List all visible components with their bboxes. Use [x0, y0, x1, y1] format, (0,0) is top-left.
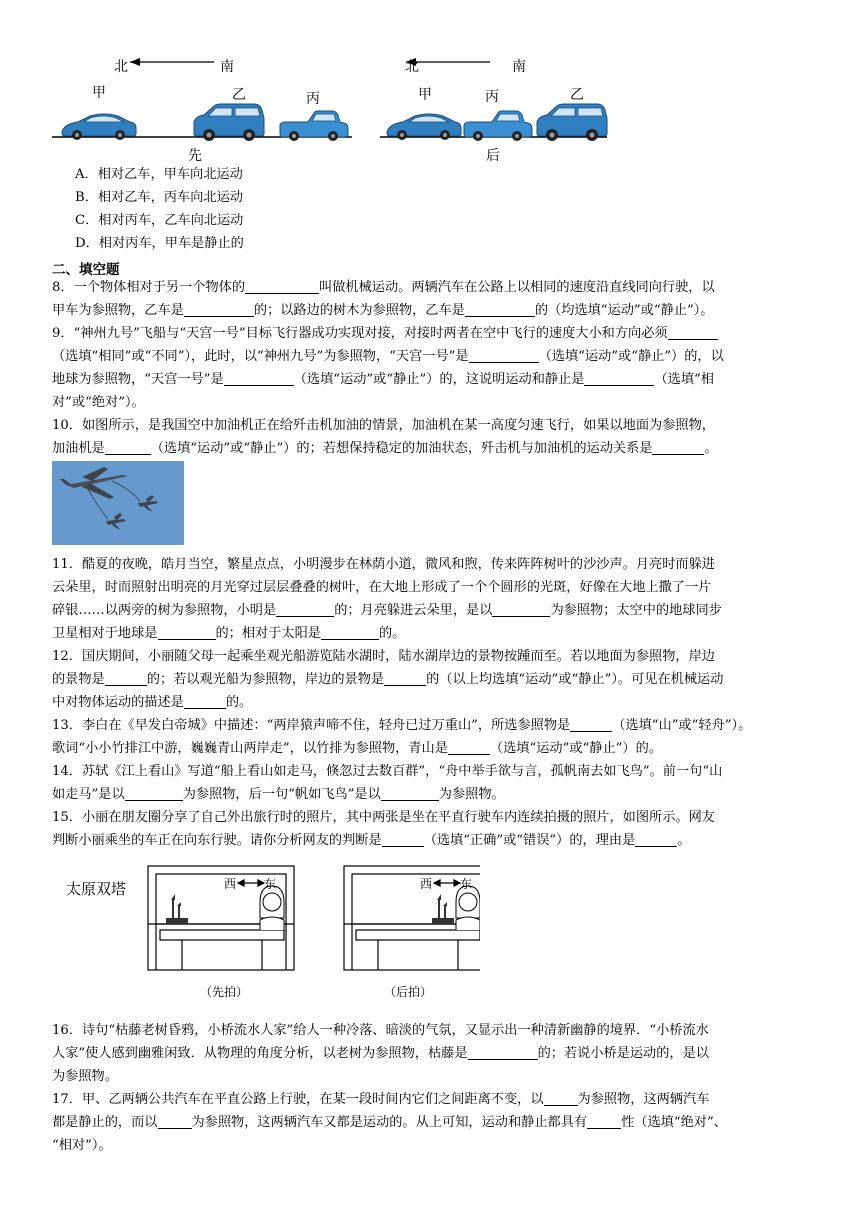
q8-blank-2[interactable]	[184, 302, 254, 317]
q11-blank-2[interactable]	[492, 602, 550, 617]
q9-blank-4[interactable]	[584, 371, 654, 386]
q14-blank-1[interactable]	[125, 786, 183, 801]
photo1-west-label: 西	[224, 877, 237, 891]
q9-blank-1[interactable]	[668, 325, 718, 340]
question-10: 10．如图所示，是我国空中加油机正在给歼击机加油的情景，加油机在某一高度匀速飞行，如果以地面为参照物， 加油机是 （选填“运动”或“静止”）的；若想保持稳定的加油状态，歼击机与加油机的运动关系是 。	[52, 418, 718, 456]
twin-towers-tag: 太原双塔	[66, 880, 127, 898]
left-north-label: 北	[114, 59, 128, 75]
q12-blank-2[interactable]	[384, 671, 426, 686]
q17-blank-1[interactable]	[544, 1091, 578, 1106]
q10-blank-1[interactable]	[105, 440, 151, 455]
question-15: 15．小丽在朋友圈分享了自己外出旅行时的照片，其中两张是坐在平直行驶车内连续拍摄的照片，如图所示。网友 判断小丽乘坐的车正在向东行驶。请你分析网友的判断是 （选填“正确”或“错误”）的，理由是 。	[52, 810, 715, 848]
left-car-c-label: 丙	[306, 91, 320, 107]
question-8: 8．一个物体相对于另一个物体的 叫做机械运动。两辆汽车在公路上以相同的速度沿直线同向行驶，以 甲车为参照物，乙车是 的；以路边的树木为参照物，乙车是 的（均选填“运动”或“静止”）。	[52, 280, 715, 318]
left-car-a-label: 甲	[92, 85, 106, 101]
photo2-east-label: 东	[460, 877, 473, 891]
right-north-label: 北	[405, 59, 419, 75]
photo2-west-label: 西	[420, 877, 433, 891]
q15-blank-1[interactable]	[382, 832, 424, 847]
question-12: 12．国庆期间，小丽随父母一起乘坐观光船游览陆水湖时，陆水湖岸边的景物按踵而至。若以地面为参照物，岸边 的景物是 的；若以观光船为参照物，岸边的景物是 的（以上均选填“运动”或“静止”）。可见在机械运动 中对物体运动的描述是 的。	[52, 649, 724, 710]
q13-blank-2[interactable]	[448, 740, 490, 755]
car-jia-right	[387, 114, 461, 140]
car-yi-right	[537, 104, 607, 141]
car-bing-right	[464, 111, 532, 141]
left-car-b-label: 乙	[232, 87, 246, 103]
q17-blank-3[interactable]	[587, 1114, 621, 1129]
q13-blank-1[interactable]	[570, 717, 612, 732]
car-jia-left	[62, 114, 136, 140]
q9-blank-3[interactable]	[224, 371, 294, 386]
q7-option-a: A．相对乙车，甲车向北运动	[75, 167, 243, 182]
q9-blank-2[interactable]	[469, 348, 539, 363]
photo1-east-label: 东	[264, 877, 277, 891]
q14-blank-2[interactable]	[381, 786, 439, 801]
q7-option-b: B．相对乙车，丙车向北运动	[75, 190, 243, 205]
section-title-fill-in: 二、填空题	[52, 262, 120, 278]
q11-blank-3[interactable]	[158, 625, 216, 640]
car-yi-left	[194, 104, 264, 141]
question-17: 17．甲、乙两辆公共汽车在平直公路上行驶，在某一段时间内它们之间距离不变，以 为参照物，这两辆汽车 都是静止的，而以 为参照物，这两辆汽车又都是运动的。从上可知，运动和静止都具有 性（选填“绝对”、 “相对”）。	[52, 1092, 727, 1153]
question-13: 13．李白在《早发白帝城》中描述：“两岸猿声啼不住，轻舟已过万重山”，所选参照物是 （选填“山”或“轻舟”）。 歌词“小小竹排江中游，巍巍青山两岸走”，以竹排为参照物，青山是 （选填“运动”或“静止”）的。	[52, 718, 752, 756]
q15-blank-2[interactable]	[635, 832, 677, 847]
car-bing-left	[280, 111, 348, 141]
q11-blank-1[interactable]	[276, 602, 334, 617]
q12-blank-1[interactable]	[105, 671, 147, 686]
q7-option-d: D．相对丙车，甲车是静止的	[75, 236, 244, 251]
q16-blank-1[interactable]	[468, 1045, 538, 1060]
caption-before: （先拍）	[200, 985, 249, 999]
q11-blank-4[interactable]	[321, 625, 379, 640]
q7-option-c: C．相对丙车，乙车向北运动	[75, 213, 244, 228]
question-16: 16．诗句“枯藤老树昏鸦，小桥流水人家”给人一种冷落、暗淡的气氛，又显示出一种清新幽静的境界．“小桥流水 人家”使人感到幽雅闲致．从物理的角度分析，以老树为参照物，枯藤是 的；若说小桥是运动的，是以 为参照物。	[52, 1023, 709, 1084]
question-9: 9．“神州九号”飞船与“天宫一号”目标飞行器成功实现对接，对接时两者在空中飞行的速度大小和方向必须 （选填“相同”或“不同”），此时，以“神州九号”为参照物，“天宫一号”是 （选填“运动”或“静止”）的，以 地球为参照物，“天宫一号”是 （选填“运动”或“静止”）的，这说明运动和静止是 （选填“相 对”或“绝对”）。	[52, 326, 724, 410]
right-car-c-label: 丙	[485, 89, 499, 105]
right-car-a-label: 甲	[418, 87, 432, 103]
left-caption: 先	[188, 148, 202, 164]
right-south-label: 南	[512, 59, 526, 75]
cars-figure	[50, 50, 620, 165]
q8-blank-3[interactable]	[465, 302, 535, 317]
q12-blank-3[interactable]	[184, 694, 226, 709]
right-caption: 后	[486, 148, 500, 164]
left-south-label: 南	[220, 59, 234, 75]
question-14: 14．苏轼《江上看山》写道“船上看山如走马，倏忽过去数百群”，“舟中举手欲与言，孤帆南去如飞鸟”。前一句“山 如走马”是以 为参照物，后一句“帆如飞鸟”是以 为参照物。	[52, 764, 723, 802]
q17-blank-2[interactable]	[158, 1114, 192, 1129]
q8-blank-1[interactable]	[245, 279, 319, 294]
caption-after: （后拍）	[384, 985, 433, 999]
question-11: 11．酷夏的夜晚，皓月当空，繁星点点，小明漫步在林荫小道，微风和煦，传来阵阵树叶的沙沙声。月亮时而躲进 云朵里，时而照射出明亮的月光穿过层层叠叠的树叶，在大地上形成了一个个圆形的光斑，好像在大地上撒了一片 碎银……以两旁的树为参照物，小明是 的；月亮躲进云朵里，是以 为参照物；太空中的地球同步 卫星相对于地球是 的；相对于太阳是 的。	[52, 557, 722, 641]
right-car-b-label: 乙	[570, 87, 584, 103]
q10-blank-2[interactable]	[652, 440, 704, 455]
refueling-photo	[52, 461, 184, 545]
